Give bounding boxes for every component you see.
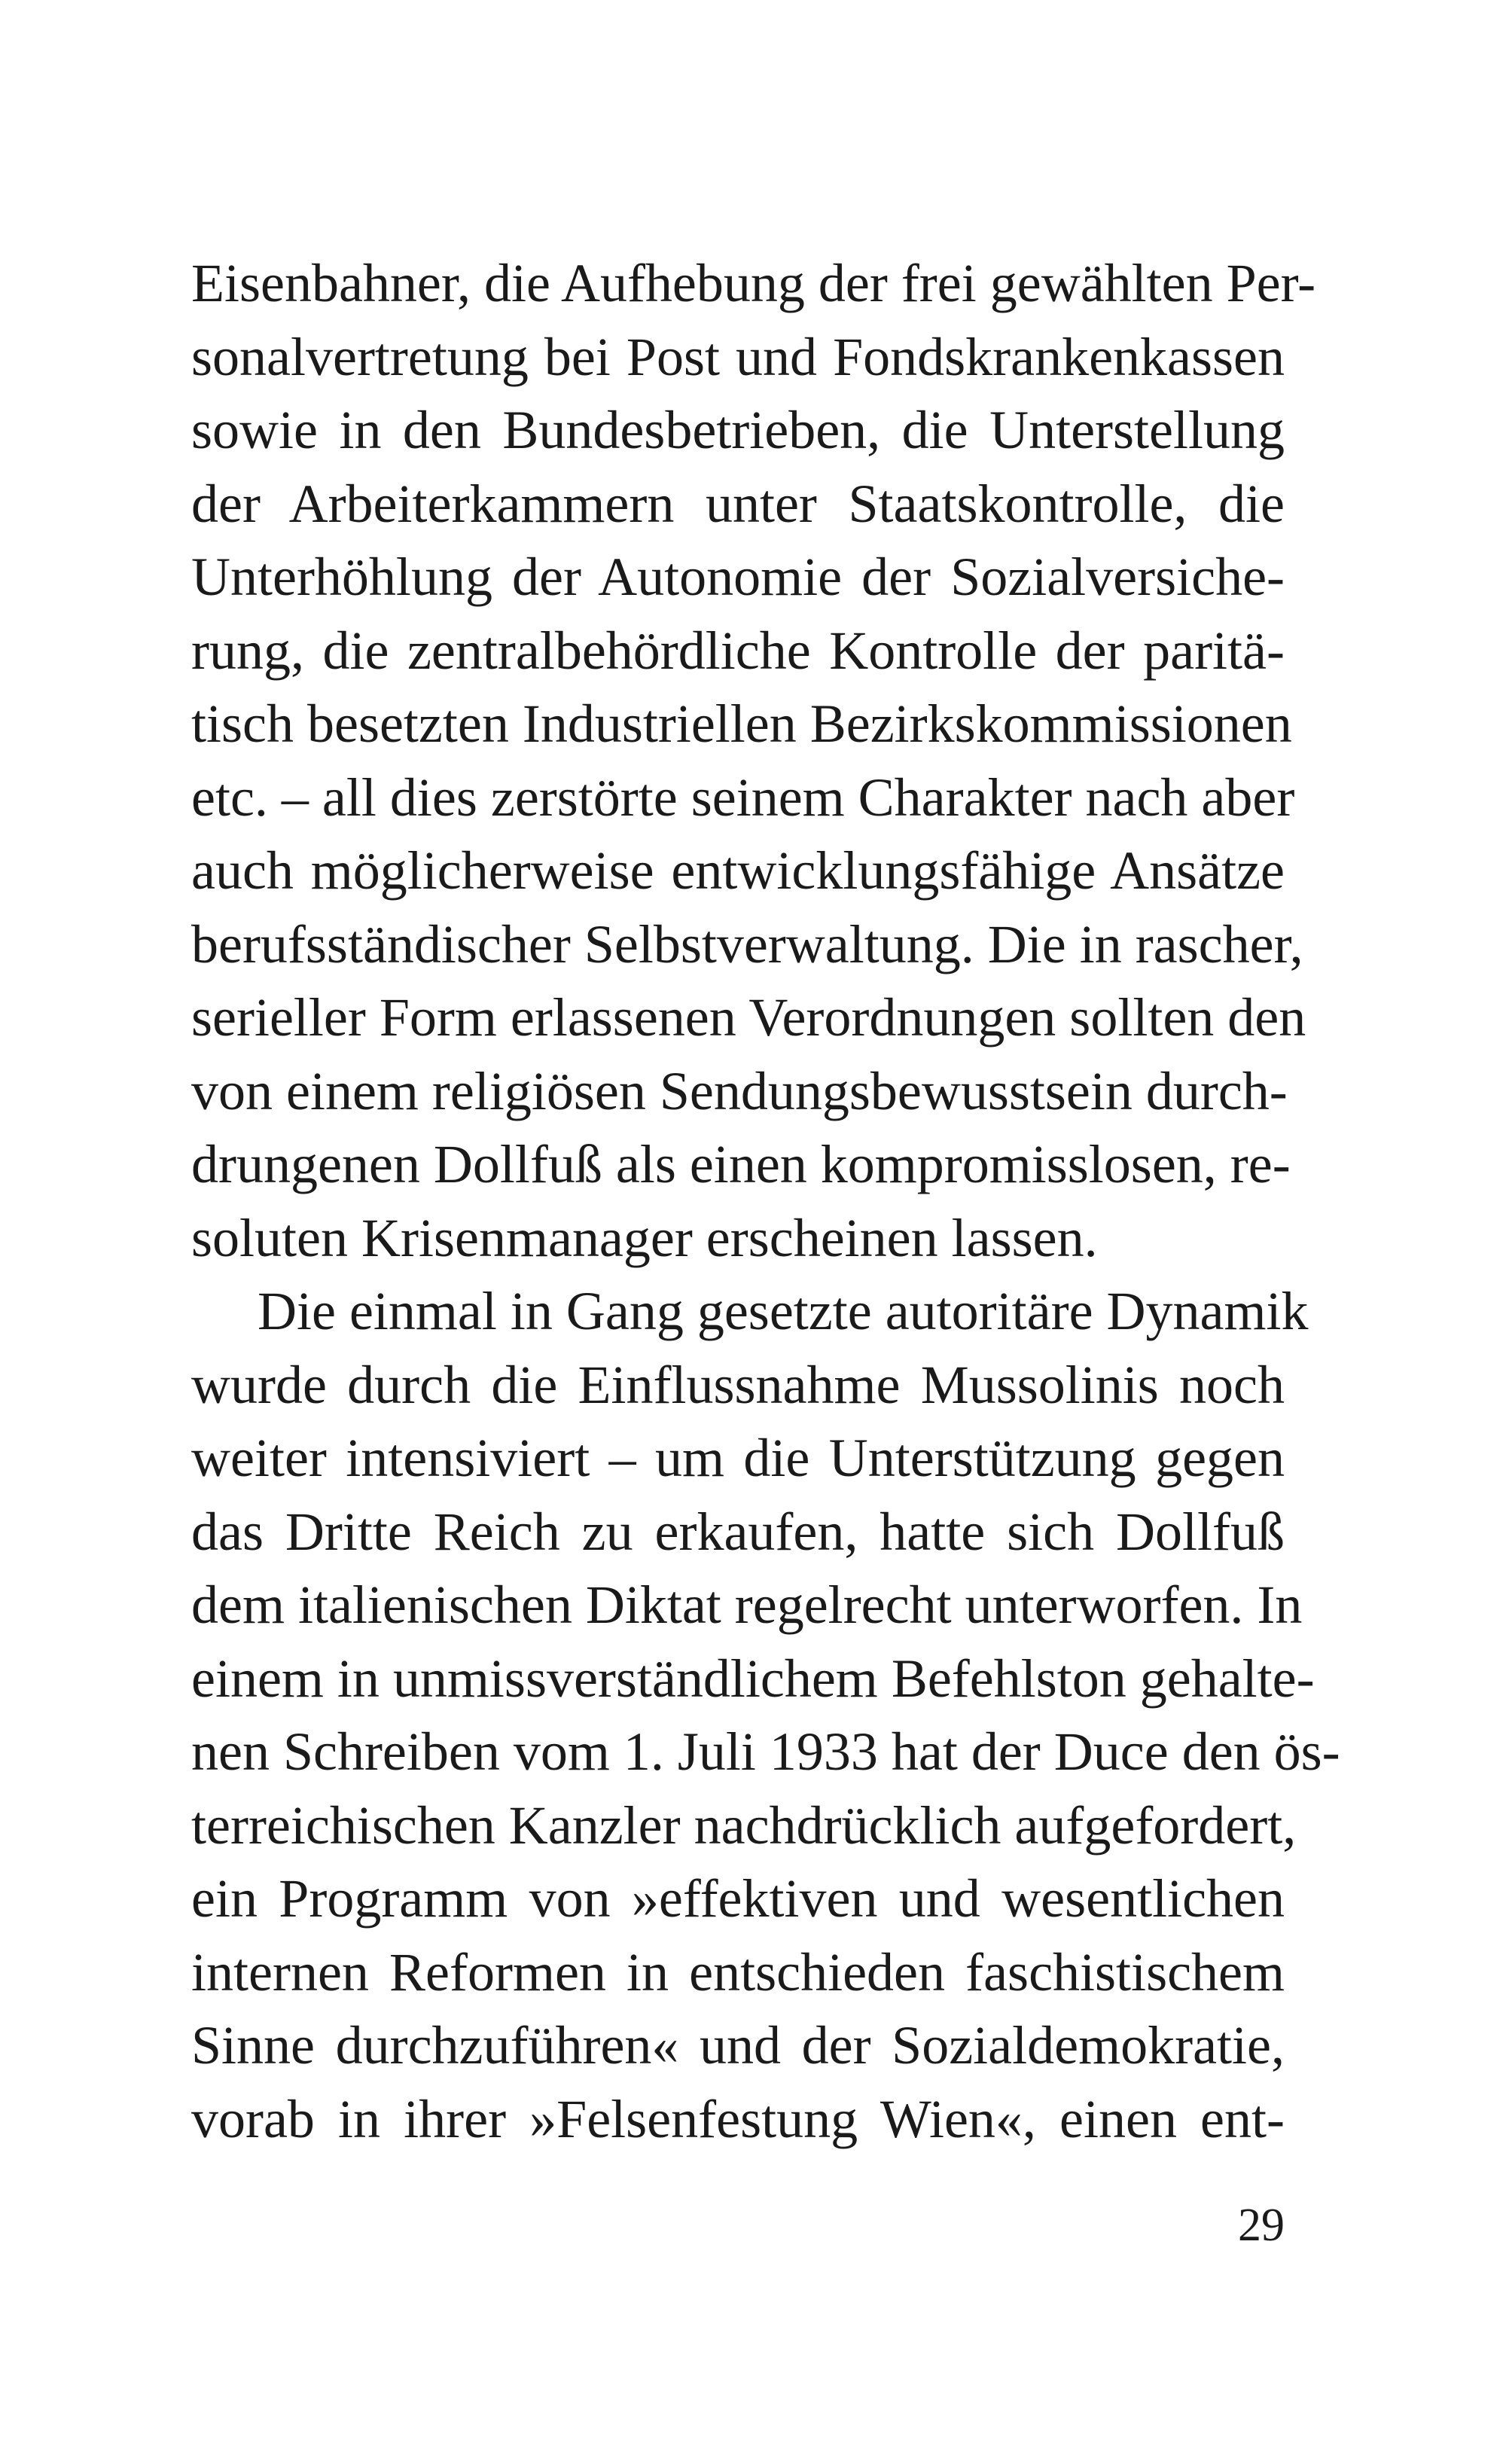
text-line: terreichischen Kanzler nachdrücklich aufgefordert, <box>191 1795 1297 1856</box>
text-line: internen Reformen in entschieden faschistischem <box>191 1941 1285 2002</box>
text-line: auch möglicherweise entwicklungsfähige Ansätze <box>191 840 1285 901</box>
text-line: Eisenbahner, die Aufhebung der frei gewählten Per- <box>191 253 1316 313</box>
text-line: weiter intensiviert – um die Unterstützung gegen <box>191 1428 1285 1488</box>
text-line: ein Programm von »effektiven und wesentlichen <box>191 1868 1285 1929</box>
text-line: einem in unmissverständlichem Befehlston gehalte- <box>191 1648 1315 1709</box>
text-line: Die einmal in Gang gesetzte autoritäre Dynamik <box>258 1281 1309 1341</box>
paragraph-2 <box>191 1275 1340 2156</box>
text-line: der Arbeiterkammern unter Staatskontrolle, die <box>191 473 1285 534</box>
text-line: drungenen Dollfuß als einen kompromisslosen, re- <box>191 1134 1291 1194</box>
text-line: sonalvertretung bei Post und Fondskrankenkassen <box>191 326 1285 387</box>
text-line: Unterhöhlung der Autonomie der Sozialversiche- <box>191 547 1285 607</box>
text-line: Sinne durchzuführen« und der Sozialdemokratie, <box>191 2015 1285 2075</box>
text-line: soluten Krisenmanager erscheinen lassen. <box>191 1207 1098 1268</box>
text-line: tisch besetzten Industriellen Bezirkskommissionen <box>191 694 1292 754</box>
text-line: berufsständischer Selbstverwaltung. Die in rascher, <box>191 913 1303 974</box>
text-line: etc. – all dies zerstörte seinem Charakter nach aber <box>191 767 1295 828</box>
text-line: wurde durch die Einflussnahme Mussolinis noch <box>191 1354 1285 1415</box>
page-number: 29 <box>1238 2200 1285 2251</box>
text-line: serieller Form erlassenen Verordnungen sollten den <box>191 987 1306 1048</box>
text-line: rung, die zentralbehördliche Kontrolle der paritä- <box>191 620 1285 681</box>
text-line: sowie in den Bundesbetrieben, die Unterstellung <box>191 400 1285 460</box>
text-line: von einem religiösen Sendungsbewusstsein durch- <box>191 1060 1288 1121</box>
paragraph-1 <box>191 247 1316 1275</box>
text-line: vorab in ihrer »Felsenfestung Wien«, einen ent- <box>191 2088 1285 2149</box>
text-line: das Dritte Reich zu erkaufen, hatte sich Dollfuß <box>191 1501 1285 1562</box>
text-line: dem italienischen Diktat regelrecht unterworfen. In <box>191 1575 1303 1635</box>
text-line: nen Schreiben vom 1. Juli 1933 hat der Duce den ös- <box>191 1721 1340 1782</box>
body-text <box>191 247 1340 2156</box>
